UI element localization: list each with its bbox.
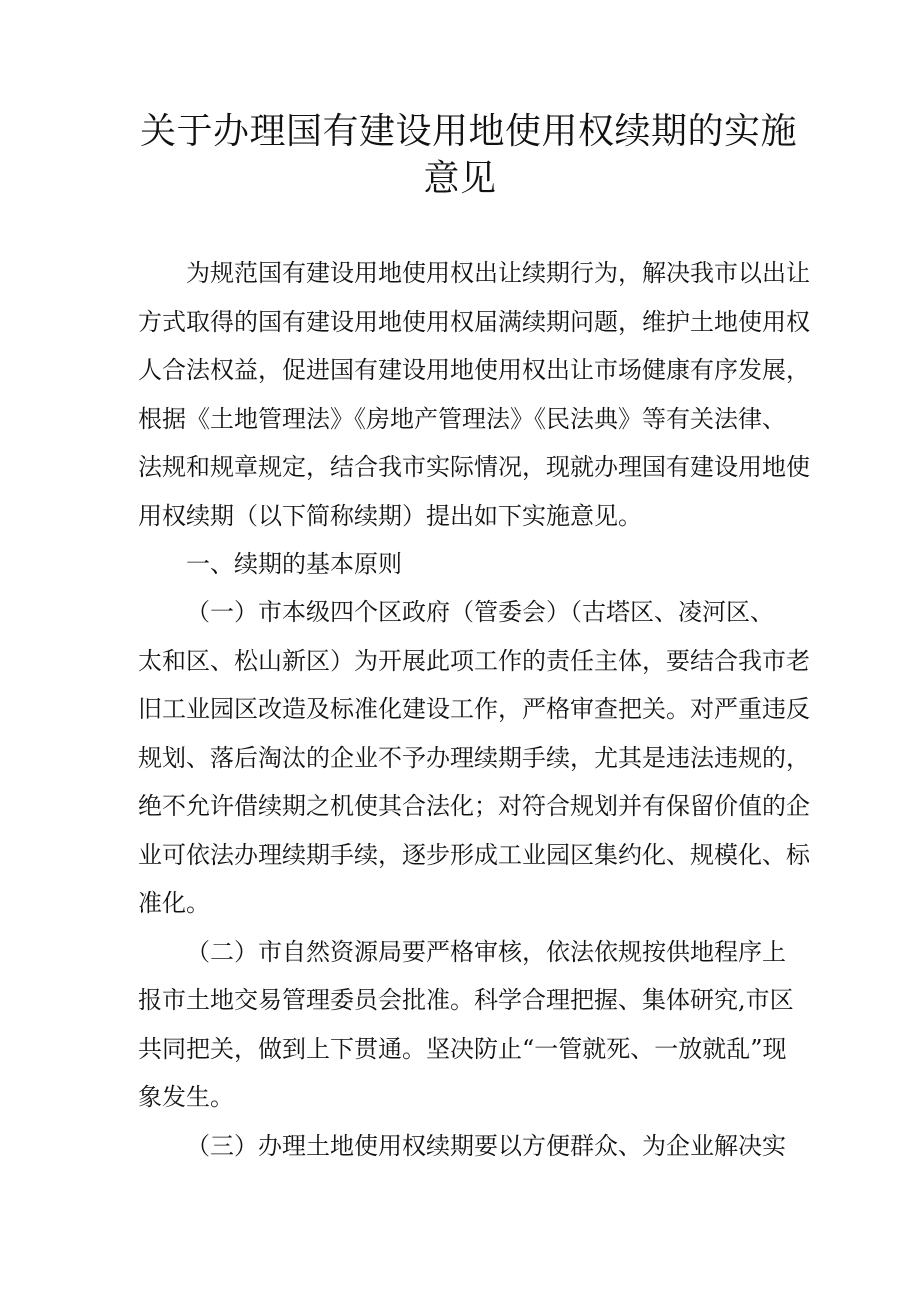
section-heading: 一、续期的基本原则: [186, 550, 402, 578]
body-line: 法规和规章规定，结合我市实际情况，现就办理国有建设用地使: [138, 453, 810, 481]
body-line: 规划、落后淘汰的企业不予办理续期手续，尤其是违法违规的，: [138, 744, 810, 772]
body-line: 太和区、松山新区）为开展此项工作的责任主体，要结合我市老: [138, 647, 810, 675]
body-line: （一）市本级四个区政府（管委会）（古塔区、凌河区、: [186, 598, 774, 626]
body-line: 根据《土地管理法》《房地产管理法》《民法典》等有关法律、: [138, 405, 786, 433]
body-line: 为规范国有建设用地使用权出让续期行为，解决我市以出让: [186, 259, 810, 287]
document-title-line-1: 关于办理国有建设用地使用权续期的实施: [140, 111, 798, 152]
body-line: 象发生。: [138, 1083, 234, 1111]
body-line: 共同把关，做到上下贯通。坚决防止“一管就死、一放就乱”现: [138, 1035, 787, 1063]
body-line: 用权续期（以下简称续期）提出如下实施意见。: [138, 502, 642, 530]
body-line: （三）办理土地使用权续期要以方便群众、为企业解决实: [186, 1132, 786, 1160]
body-line: 报市土地交易管理委员会批准。科学合理把握、集体研究,市区: [138, 986, 794, 1014]
body-line: 人合法权益，促进国有建设用地使用权出让市场健康有序发展，: [138, 356, 810, 384]
body-line: 旧工业园区改造及标准化建设工作，严格审查把关。对严重违反: [138, 695, 810, 723]
body-line: 绝不允许借续期之机使其合法化；对符合规划并有保留价值的企: [138, 792, 810, 820]
body-line: 方式取得的国有建设用地使用权届满续期问题，维护土地使用权: [138, 308, 810, 336]
document-title-line-2: 意见: [423, 158, 497, 199]
body-line: （二）市自然资源局要严格审核，依法依规按供地程序上: [186, 938, 786, 966]
body-line: 准化。: [138, 889, 210, 917]
body-line: 业可依法办理续期手续，逐步形成工业园区集约化、规模化、标: [138, 841, 810, 869]
